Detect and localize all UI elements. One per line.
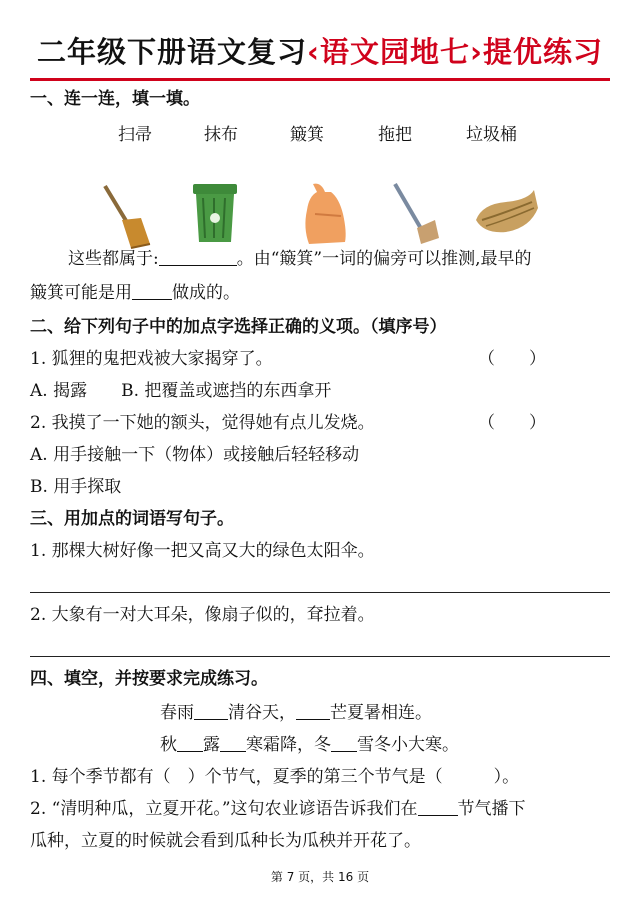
q2-text-a: 2. “清明种瓜，立夏开花。”这句农业谚语告诉我们在 <box>30 799 418 819</box>
poem1-c: 芒夏暑相连。 <box>330 703 432 723</box>
section2-q2-option-a: A. 用手接触一下（物体）或接触后轻轻移动 <box>30 445 360 465</box>
section4-heading: 四、填空，并按要求完成练习。 <box>30 669 268 689</box>
page-number: 第 7 页，共 16 页 <box>270 870 370 884</box>
section3-q1: 1. 那棵大树好像一把又高又大的绿色太阳伞。 <box>30 541 375 561</box>
title-underline <box>30 78 610 81</box>
answer-line-1[interactable] <box>30 592 610 593</box>
poem2-b: 露 <box>203 735 220 755</box>
section1-fill-line1 <box>68 248 532 270</box>
section4-q1: 1. 每个季节都有（ ）个节气，夏季的第三个节气是（ ）。 <box>30 767 520 787</box>
section2-heading: 二、给下列句子中的加点字选择正确的义项。（填序号） <box>30 317 447 337</box>
fill-text-b: 。由“簸箕”一词的偏旁可以推测,最早的 <box>236 249 532 269</box>
section2-q2-option-b: B. 用手探取 <box>30 477 122 497</box>
poem1-b: 清谷天， <box>228 703 296 723</box>
blank-poem2-1[interactable] <box>177 735 203 752</box>
answer-line-2[interactable] <box>30 656 610 657</box>
section1-heading: 一、连一连，填一填。 <box>30 89 200 109</box>
blank-material[interactable] <box>132 283 172 300</box>
poem2-c: 寒霜降，冬 <box>246 735 331 755</box>
mop-icon <box>385 180 445 250</box>
poem2-a: 秋 <box>160 735 177 755</box>
fill-text-a: 这些都属于: <box>68 249 159 269</box>
poem-line-2 <box>160 734 459 756</box>
title-highlight: ‹语文园地七›提优练习 <box>307 35 603 69</box>
word-broom: 扫帚 <box>118 125 152 145</box>
section2-q1: 1. 狐狸的鬼把戏被大家揭穿了。 <box>30 349 273 369</box>
blank-poem1-2[interactable] <box>296 703 330 720</box>
word-trash-bin: 垃圾桶 <box>466 125 517 145</box>
page-title <box>0 30 640 71</box>
word-cloth: 抹布 <box>204 125 238 145</box>
blank-solar-term[interactable] <box>418 799 458 816</box>
section1-fill-line2 <box>30 282 240 304</box>
trash-bin-icon <box>190 180 240 246</box>
blank-poem2-2[interactable] <box>220 735 246 752</box>
q2-text-b: 节气播下 <box>457 799 526 819</box>
blank-poem1-1[interactable] <box>194 703 228 720</box>
section2-q2: 2. 我摸了一下她的额头，觉得她有点儿发烧。 <box>30 413 375 433</box>
fill-text-c: 簸箕可能是用 <box>30 283 132 303</box>
dustpan-icon <box>472 180 542 240</box>
title-main: 二年级下册语文复习 <box>37 35 308 69</box>
section2-q1-answer-paren[interactable]: （ ） <box>478 349 546 369</box>
broom-icon <box>95 180 155 250</box>
section4-q2-line2: 瓜种，立夏的时候就会看到瓜种长为瓜秧并开花了。 <box>30 831 421 851</box>
section4-q2-line1 <box>30 798 526 820</box>
blank-poem2-3[interactable] <box>331 735 357 752</box>
section3-q2: 2. 大象有一对大耳朵，像扇子似的，耷拉着。 <box>30 605 375 625</box>
section3-heading: 三、用加点的词语写句子。 <box>30 509 234 529</box>
poem1-a: 春雨 <box>160 703 194 723</box>
word-mop: 拖把 <box>378 125 412 145</box>
fill-text-d: 做成的。 <box>172 283 240 303</box>
poem2-d: 雪冬小大寒。 <box>357 735 459 755</box>
section2-q1-options: A. 揭露 B. 把覆盖或遮挡的东西拿开 <box>30 381 332 401</box>
poem-line-1 <box>160 702 432 724</box>
cloth-icon <box>295 180 355 250</box>
section2-q2-answer-paren[interactable]: （ ） <box>478 413 546 433</box>
blank-category[interactable] <box>159 249 237 266</box>
word-dustpan: 簸箕 <box>290 125 324 145</box>
